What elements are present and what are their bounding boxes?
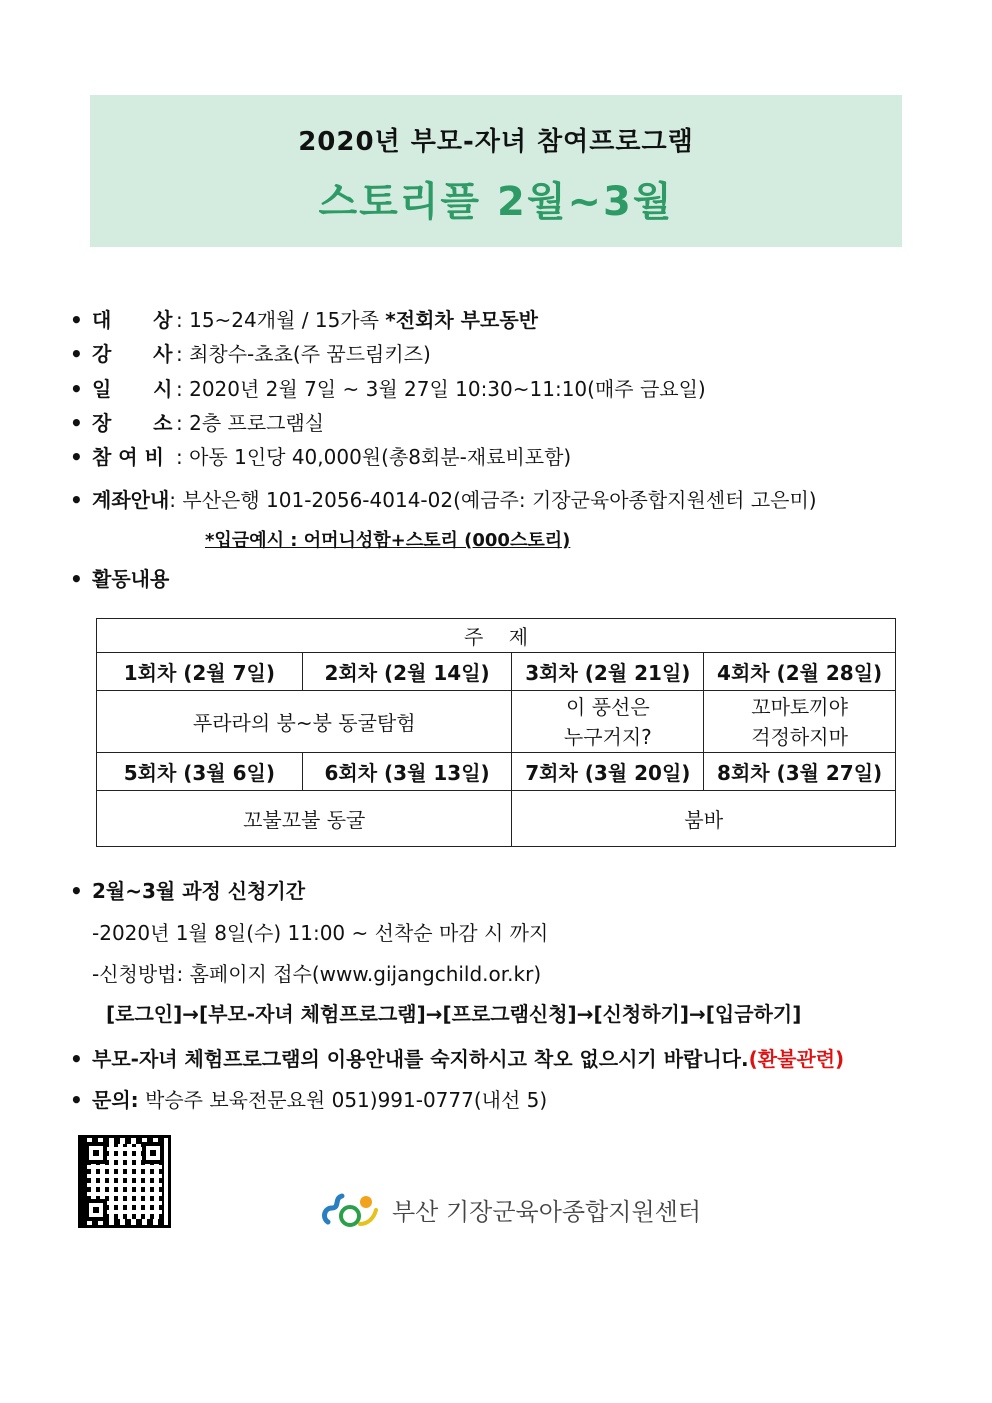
table-header: 주 제 bbox=[97, 619, 896, 653]
info-value: : 2020년 2월 7일 ~ 3월 27일 10:30~11:10(매주 금요일) bbox=[176, 377, 706, 401]
activity-heading bbox=[70, 563, 169, 592]
info-account bbox=[70, 484, 817, 513]
session-cell: 4회차 (2월 28일) bbox=[704, 653, 896, 691]
apply-title: 2월~3월 과정 신청기간 bbox=[92, 879, 306, 903]
apply-steps: [로그인]→[부모-자녀 체험프로그램]→[프로그램신청]→[신청하기]→[입금하기] bbox=[106, 1002, 802, 1026]
notice bbox=[70, 1043, 844, 1072]
info-value: : 아동 1인당 40,000원(총8회분-재료비포함) bbox=[176, 445, 572, 469]
topic-line: 누구거지? bbox=[563, 724, 652, 749]
topic-cell bbox=[512, 691, 704, 753]
qr-code bbox=[78, 1135, 171, 1228]
notice-text: 부모-자녀 체험프로그램의 이용안내를 숙지하시고 착오 없으시기 바랍니다. bbox=[92, 1047, 749, 1071]
center-logo bbox=[320, 1188, 701, 1230]
topic-row bbox=[97, 791, 896, 847]
info-schedule bbox=[70, 373, 706, 402]
topic-cell: 푸라라의 붕~붕 동굴탐험 bbox=[97, 691, 512, 753]
bullet: • bbox=[70, 342, 83, 366]
topic-line: 걱정하지마 bbox=[751, 724, 848, 749]
info-label: 일 시 bbox=[92, 377, 173, 401]
session-row bbox=[97, 653, 896, 691]
info-value: : 부산은행 101-2056-4014-02(예금주: 기장군육아종합지원센터 고은미) bbox=[169, 488, 817, 512]
logo-text: 부산 기장군육아종합지원센터 bbox=[392, 1197, 702, 1226]
apply-method: -신청방법: 홈페이지 접수(www.gijangchild.or.kr) bbox=[92, 962, 542, 986]
info-label: 장 소 bbox=[92, 411, 173, 435]
topic-cell: 꼬불꼬불 동굴 bbox=[97, 791, 512, 847]
title-banner bbox=[90, 95, 902, 247]
table-header-row bbox=[97, 619, 896, 653]
activity-label: 활동내용 bbox=[92, 567, 170, 591]
bullet: • bbox=[70, 445, 83, 469]
info-target bbox=[70, 304, 538, 333]
info-value: : 15~24개월 / 15가족 bbox=[176, 308, 386, 332]
qr-finder bbox=[85, 1199, 107, 1221]
info-label: 대 상 bbox=[92, 308, 173, 332]
session-cell: 8회차 (3월 27일) bbox=[704, 753, 896, 791]
info-label: 계좌안내 bbox=[92, 488, 170, 512]
info-place bbox=[70, 407, 324, 436]
contact-label: 문의: bbox=[92, 1088, 139, 1112]
contact-value: 박승주 보육전문요원 051)991-0777(내선 5) bbox=[138, 1088, 548, 1112]
topic-row bbox=[97, 691, 896, 753]
banner-title: 스토리플 2월~3월 bbox=[318, 179, 674, 225]
bullet: • bbox=[70, 411, 83, 435]
contact bbox=[70, 1084, 547, 1113]
info-value: : 최창수-쵸쵸(주 꿈드림키즈) bbox=[176, 342, 431, 366]
info-value: : 2층 프로그램실 bbox=[176, 411, 325, 435]
qr-finder bbox=[85, 1142, 107, 1164]
session-row bbox=[97, 753, 896, 791]
bullet: • bbox=[70, 1088, 83, 1112]
bullet: • bbox=[70, 377, 83, 401]
topic-line: 이 풍선은 bbox=[566, 694, 650, 719]
qr-finder bbox=[142, 1142, 164, 1164]
info-label: 강 사 bbox=[92, 342, 173, 366]
session-cell: 3회차 (2월 21일) bbox=[512, 653, 704, 691]
apply-period: -2020년 1월 8일(수) 11:00 ~ 선착순 마감 시 까지 bbox=[92, 921, 549, 945]
schedule-table bbox=[96, 618, 896, 847]
session-cell: 1회차 (2월 7일) bbox=[97, 653, 303, 691]
deposit-example-text: *입금예시 : 어머니성함+스토리 (000스토리) bbox=[205, 530, 571, 551]
bullet: • bbox=[70, 567, 83, 591]
deposit-example bbox=[205, 526, 570, 552]
bullet: • bbox=[70, 879, 83, 903]
banner-subtitle: 2020년 부모-자녀 참여프로그램 bbox=[298, 127, 694, 157]
session-cell: 5회차 (3월 6일) bbox=[97, 753, 303, 791]
apply-heading bbox=[70, 875, 305, 904]
topic-line: 꼬마토끼야 bbox=[751, 694, 848, 719]
session-cell: 2회차 (2월 14일) bbox=[302, 653, 512, 691]
refund-note: (환불관련) bbox=[748, 1047, 845, 1071]
bullet: • bbox=[70, 488, 83, 512]
session-cell: 7회차 (3월 20일) bbox=[512, 753, 704, 791]
topic-cell: 붐바 bbox=[512, 791, 896, 847]
info-emphasis: *전회차 부모동반 bbox=[385, 308, 538, 332]
bullet: • bbox=[70, 308, 83, 332]
session-cell: 6회차 (3월 13일) bbox=[302, 753, 512, 791]
topic-cell bbox=[704, 691, 896, 753]
bullet: • bbox=[70, 1047, 83, 1071]
info-instructor bbox=[70, 338, 431, 367]
logo-mark-icon bbox=[320, 1188, 384, 1230]
info-fee bbox=[70, 441, 571, 470]
info-label: 참 여 비 bbox=[92, 445, 164, 469]
